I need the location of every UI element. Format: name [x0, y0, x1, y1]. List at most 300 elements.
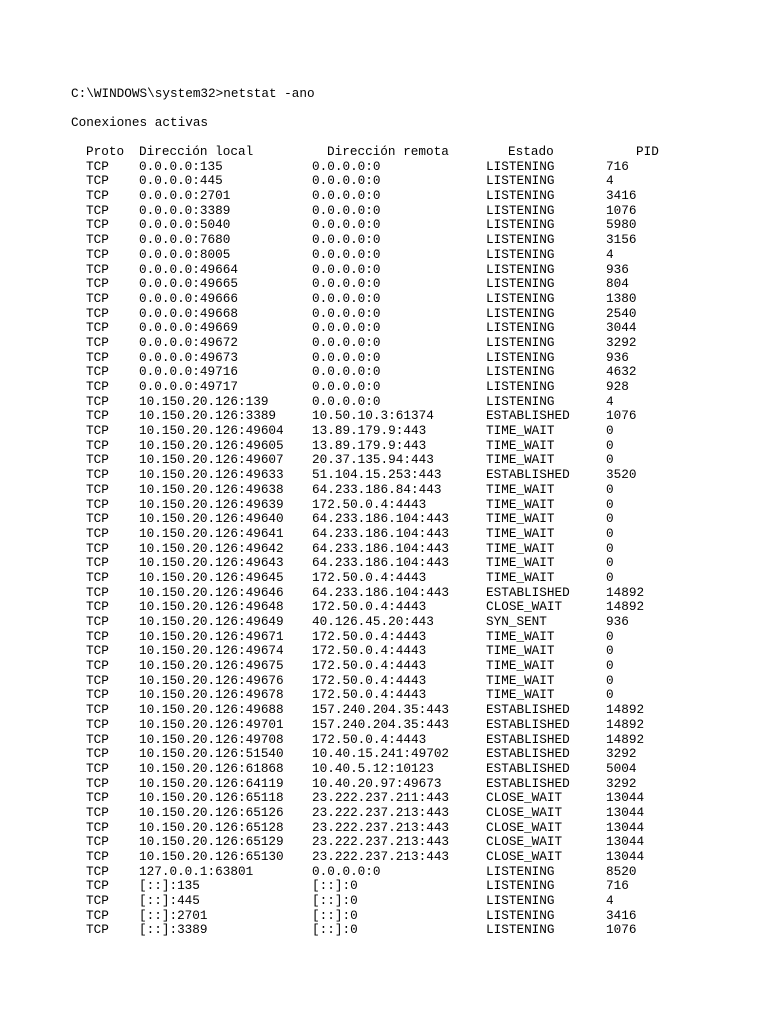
cell-proto: TCP	[86, 452, 109, 468]
table-row	[0, 791, 768, 806]
cell-pid: 14892	[606, 599, 645, 615]
cell-state: TIME_WAIT	[486, 658, 555, 674]
table-row	[0, 292, 768, 307]
cell-remote-address: 0.0.0.0:0	[312, 334, 381, 350]
cell-remote-address: 172.50.0.4:4443	[312, 643, 427, 659]
cell-remote-address: 0.0.0.0:0	[312, 158, 381, 174]
table-row	[0, 336, 768, 351]
cell-pid: 14892	[606, 584, 645, 600]
table-row	[0, 835, 768, 850]
cell-remote-address: [::]:0	[312, 922, 358, 938]
cell-local-address: [::]:445	[139, 893, 200, 909]
cell-proto: TCP	[86, 731, 109, 747]
cell-pid: 3416	[606, 188, 637, 204]
cell-local-address: 10.150.20.126:49649	[139, 614, 284, 629]
cell-remote-address: 0.0.0.0:0	[312, 305, 381, 321]
cell-state: ESTABLISHED	[486, 467, 570, 483]
cell-local-address: 10.150.20.126:3389	[139, 408, 277, 424]
table-row	[0, 307, 768, 322]
table-row	[0, 718, 768, 733]
cell-state: ESTABLISHED	[486, 775, 570, 791]
header-state: Estado	[508, 144, 554, 159]
table-row	[0, 321, 768, 336]
cell-local-address: 0.0.0.0:49666	[139, 290, 238, 306]
table-row	[0, 409, 768, 424]
cell-local-address: 10.150.20.126:49643	[139, 555, 284, 571]
cell-proto: TCP	[86, 246, 109, 262]
cell-state: LISTENING	[486, 334, 555, 350]
cell-pid: 3156	[606, 232, 637, 248]
cell-state: LISTENING	[486, 305, 555, 321]
cell-state: ESTABLISHED	[486, 716, 570, 732]
table-row	[0, 248, 768, 263]
table-row	[0, 160, 768, 175]
cell-state: TIME_WAIT	[486, 496, 555, 512]
cell-state: CLOSE_WAIT	[486, 819, 563, 835]
cell-pid: 1380	[606, 290, 637, 306]
cell-remote-address: 172.50.0.4:4443	[312, 496, 427, 512]
table-row	[0, 468, 768, 483]
table-row	[0, 865, 768, 880]
cell-pid: 3044	[606, 320, 637, 336]
cell-remote-address: 172.50.0.4:4443	[312, 569, 427, 585]
cell-state: LISTENING	[486, 863, 555, 879]
cell-local-address: 10.150.20.126:49708	[139, 731, 284, 747]
cell-pid: 5004	[606, 760, 637, 776]
cell-remote-address: 23.222.237.213:443	[312, 804, 450, 820]
cell-remote-address: 23.222.237.213:443	[312, 834, 450, 850]
cell-proto: TCP	[86, 643, 109, 659]
cell-pid: 3292	[606, 746, 637, 762]
table-row	[0, 204, 768, 219]
header-remote-address: Dirección remota	[327, 144, 449, 159]
cell-remote-address: 0.0.0.0:0	[312, 261, 381, 277]
cell-proto: TCP	[86, 819, 109, 835]
cell-remote-address: 64.233.186.104:443	[312, 584, 450, 600]
cell-local-address: 0.0.0.0:49717	[139, 379, 238, 394]
cell-pid: 0	[606, 452, 614, 468]
cell-proto: TCP	[86, 188, 109, 204]
section-title: Conexiones activas	[71, 115, 209, 130]
cell-pid: 13044	[606, 790, 645, 806]
table-row	[0, 556, 768, 571]
cell-local-address: 10.150.20.126:61868	[139, 760, 284, 776]
cell-local-address: 0.0.0.0:7680	[139, 232, 231, 248]
cell-proto: TCP	[86, 320, 109, 336]
cell-state: TIME_WAIT	[486, 687, 555, 703]
cell-remote-address: 0.0.0.0:0	[312, 364, 381, 380]
cell-pid: 4	[606, 893, 614, 909]
cell-remote-address: 0.0.0.0:0	[312, 863, 381, 879]
connections-table	[0, 145, 768, 938]
cell-pid: 0	[606, 569, 614, 585]
cell-proto: TCP	[86, 614, 109, 629]
table-row	[0, 909, 768, 924]
cell-state: ESTABLISHED	[486, 731, 570, 747]
cell-pid: 4632	[606, 364, 637, 380]
cell-state: LISTENING	[486, 922, 555, 938]
cell-pid: 3292	[606, 334, 637, 350]
cell-state: TIME_WAIT	[486, 628, 555, 644]
cell-remote-address: 64.233.186.104:443	[312, 555, 450, 571]
cell-local-address: 10.150.20.126:49605	[139, 437, 284, 453]
cell-remote-address: 0.0.0.0:0	[312, 202, 381, 218]
table-row	[0, 644, 768, 659]
cell-pid: 13044	[606, 804, 645, 820]
cell-proto: TCP	[86, 525, 109, 541]
cell-proto: TCP	[86, 790, 109, 806]
cell-pid: 0	[606, 496, 614, 512]
cell-proto: TCP	[86, 481, 109, 497]
cell-local-address: 0.0.0.0:49665	[139, 276, 238, 292]
table-row	[0, 483, 768, 498]
cell-local-address: 10.150.20.126:49604	[139, 423, 284, 439]
cell-proto: TCP	[86, 893, 109, 909]
cell-remote-address: 10.40.15.241:49702	[312, 746, 450, 762]
cell-proto: TCP	[86, 922, 109, 938]
cell-local-address: 10.150.20.126:49645	[139, 569, 284, 585]
cell-state: TIME_WAIT	[486, 540, 555, 556]
cell-pid: 5980	[606, 217, 637, 233]
cell-remote-address: 10.40.20.97:49673	[312, 775, 442, 791]
table-row	[0, 380, 768, 395]
cell-state: SYN_SENT	[486, 614, 547, 629]
cell-state: LISTENING	[486, 261, 555, 277]
cell-local-address: 10.150.20.126:65128	[139, 819, 284, 835]
cell-proto: TCP	[86, 804, 109, 820]
cell-state: TIME_WAIT	[486, 569, 555, 585]
cell-proto: TCP	[86, 349, 109, 365]
cell-local-address: 10.150.20.126:49638	[139, 481, 284, 497]
cell-local-address: 10.150.20.126:51540	[139, 746, 284, 762]
cell-proto: TCP	[86, 775, 109, 791]
cell-remote-address: [::]:0	[312, 878, 358, 894]
table-row	[0, 498, 768, 513]
cell-pid: 1076	[606, 922, 637, 938]
cell-remote-address: 172.50.0.4:4443	[312, 672, 427, 688]
cell-local-address: 0.0.0.0:5040	[139, 217, 231, 233]
cell-proto: TCP	[86, 746, 109, 762]
cell-local-address: 0.0.0.0:49716	[139, 364, 238, 380]
cell-state: ESTABLISHED	[486, 760, 570, 776]
cell-proto: TCP	[86, 687, 109, 703]
cell-local-address: 10.150.20.126:64119	[139, 775, 284, 791]
cell-remote-address: 51.104.15.253:443	[312, 467, 442, 483]
cell-remote-address: 23.222.237.213:443	[312, 849, 450, 864]
cell-remote-address: 0.0.0.0:0	[312, 246, 381, 262]
table-row	[0, 777, 768, 792]
cell-state: TIME_WAIT	[486, 452, 555, 468]
cell-state: ESTABLISHED	[486, 408, 570, 424]
cell-proto: TCP	[86, 408, 109, 424]
cell-proto: TCP	[86, 261, 109, 277]
cell-state: CLOSE_WAIT	[486, 849, 563, 864]
cell-local-address: 0.0.0.0:49664	[139, 261, 238, 277]
cell-state: TIME_WAIT	[486, 672, 555, 688]
table-row	[0, 439, 768, 454]
table-row	[0, 821, 768, 836]
cell-state: TIME_WAIT	[486, 437, 555, 453]
cell-pid: 936	[606, 614, 629, 629]
table-row	[0, 659, 768, 674]
cell-remote-address: 0.0.0.0:0	[312, 188, 381, 204]
cell-state: TIME_WAIT	[486, 525, 555, 541]
cell-state: LISTENING	[486, 393, 555, 409]
cell-pid: 13044	[606, 819, 645, 835]
table-row	[0, 879, 768, 894]
table-row	[0, 189, 768, 204]
cell-remote-address: 64.233.186.104:443	[312, 511, 450, 527]
cell-local-address: 10.150.20.126:49674	[139, 643, 284, 659]
cell-pid: 0	[606, 672, 614, 688]
table-row	[0, 233, 768, 248]
cell-remote-address: 0.0.0.0:0	[312, 232, 381, 248]
cell-remote-address: 0.0.0.0:0	[312, 349, 381, 365]
table-row	[0, 571, 768, 586]
cell-local-address: 127.0.0.1:63801	[139, 863, 254, 879]
cell-proto: TCP	[86, 569, 109, 585]
cell-state: TIME_WAIT	[486, 555, 555, 571]
cell-state: TIME_WAIT	[486, 643, 555, 659]
cell-proto: TCP	[86, 202, 109, 218]
table-row	[0, 762, 768, 777]
table-row	[0, 351, 768, 366]
table-header-row	[0, 145, 768, 160]
cell-remote-address: 157.240.204.35:443	[312, 702, 450, 718]
cell-remote-address: 0.0.0.0:0	[312, 173, 381, 189]
cell-pid: 0	[606, 643, 614, 659]
cell-local-address: 0.0.0.0:2701	[139, 188, 231, 204]
cell-remote-address: 0.0.0.0:0	[312, 290, 381, 306]
cell-pid: 0	[606, 628, 614, 644]
cell-state: LISTENING	[486, 173, 555, 189]
table-row	[0, 850, 768, 865]
cell-state: LISTENING	[486, 217, 555, 233]
cell-proto: TCP	[86, 834, 109, 850]
cell-state: LISTENING	[486, 188, 555, 204]
cell-pid: 0	[606, 540, 614, 556]
cell-proto: TCP	[86, 555, 109, 571]
cell-state: CLOSE_WAIT	[486, 834, 563, 850]
table-row	[0, 512, 768, 527]
cell-remote-address: 0.0.0.0:0	[312, 217, 381, 233]
cell-state: LISTENING	[486, 364, 555, 380]
cell-remote-address: [::]:0	[312, 907, 358, 923]
cell-proto: TCP	[86, 599, 109, 615]
cell-pid: 0	[606, 525, 614, 541]
cell-local-address: 10.150.20.126:49675	[139, 658, 284, 674]
cell-proto: TCP	[86, 540, 109, 556]
cell-remote-address: 172.50.0.4:4443	[312, 658, 427, 674]
cell-pid: 8520	[606, 863, 637, 879]
table-row	[0, 277, 768, 292]
cell-remote-address: 172.50.0.4:4443	[312, 628, 427, 644]
cell-local-address: 10.150.20.126:49639	[139, 496, 284, 512]
cell-local-address: 0.0.0.0:49668	[139, 305, 238, 321]
table-row	[0, 586, 768, 601]
cell-pid: 0	[606, 423, 614, 439]
cell-local-address: 0.0.0.0:135	[139, 158, 223, 174]
cell-proto: TCP	[86, 511, 109, 527]
cell-state: TIME_WAIT	[486, 511, 555, 527]
table-row	[0, 703, 768, 718]
cell-state: TIME_WAIT	[486, 481, 555, 497]
table-row	[0, 174, 768, 189]
cell-pid: 928	[606, 379, 629, 394]
cell-local-address: 0.0.0.0:49669	[139, 320, 238, 336]
cell-proto: TCP	[86, 158, 109, 174]
cell-local-address: 10.150.20.126:49676	[139, 672, 284, 688]
cell-local-address: 10.150.20.126:49648	[139, 599, 284, 615]
cell-remote-address: 23.222.237.213:443	[312, 819, 450, 835]
cell-pid: 936	[606, 349, 629, 365]
cell-pid: 0	[606, 511, 614, 527]
cell-proto: TCP	[86, 217, 109, 233]
cell-local-address: 0.0.0.0:3389	[139, 202, 231, 218]
cell-local-address: [::]:135	[139, 878, 200, 894]
cell-local-address: 10.150.20.126:65126	[139, 804, 284, 820]
cell-pid: 13044	[606, 834, 645, 850]
cell-remote-address: 64.233.186.104:443	[312, 525, 450, 541]
cell-proto: TCP	[86, 290, 109, 306]
cell-local-address: 0.0.0.0:49673	[139, 349, 238, 365]
cell-proto: TCP	[86, 849, 109, 864]
cell-pid: 4	[606, 393, 614, 409]
cell-local-address: 10.150.20.126:49646	[139, 584, 284, 600]
table-row	[0, 674, 768, 689]
cell-state: CLOSE_WAIT	[486, 599, 563, 615]
cell-state: TIME_WAIT	[486, 423, 555, 439]
cell-state: ESTABLISHED	[486, 746, 570, 762]
cell-local-address: 10.150.20.126:49701	[139, 716, 284, 732]
cell-local-address: 0.0.0.0:445	[139, 173, 223, 189]
header-pid: PID	[636, 144, 659, 159]
table-row	[0, 894, 768, 909]
cell-state: LISTENING	[486, 379, 555, 394]
cell-remote-address: 0.0.0.0:0	[312, 393, 381, 409]
cell-local-address: 10.150.20.126:49640	[139, 511, 284, 527]
cell-proto: TCP	[86, 393, 109, 409]
cell-proto: TCP	[86, 863, 109, 879]
cell-local-address: [::]:3389	[139, 922, 208, 938]
cell-state: LISTENING	[486, 893, 555, 909]
cell-remote-address: 20.37.135.94:443	[312, 452, 434, 468]
cell-state: LISTENING	[486, 246, 555, 262]
table-row	[0, 542, 768, 557]
cell-remote-address: 13.89.179.9:443	[312, 423, 427, 439]
cell-pid: 936	[606, 261, 629, 277]
cell-proto: TCP	[86, 379, 109, 394]
cell-local-address: 10.150.20.126:49641	[139, 525, 284, 541]
cell-remote-address: 40.126.45.20:443	[312, 614, 434, 629]
cell-state: CLOSE_WAIT	[486, 790, 563, 806]
cell-proto: TCP	[86, 907, 109, 923]
cell-remote-address: 172.50.0.4:4443	[312, 599, 427, 615]
cell-proto: TCP	[86, 658, 109, 674]
cell-local-address: 0.0.0.0:49672	[139, 334, 238, 350]
cell-remote-address: 172.50.0.4:4443	[312, 687, 427, 703]
cell-state: LISTENING	[486, 320, 555, 336]
cell-proto: TCP	[86, 628, 109, 644]
cell-pid: 14892	[606, 731, 645, 747]
cell-state: LISTENING	[486, 349, 555, 365]
cell-remote-address: 10.40.5.12:10123	[312, 760, 434, 776]
table-row	[0, 527, 768, 542]
cell-pid: 3416	[606, 907, 637, 923]
cell-proto: TCP	[86, 672, 109, 688]
cell-remote-address: 13.89.179.9:443	[312, 437, 427, 453]
command-line: C:\WINDOWS\system32>netstat -ano	[71, 86, 315, 101]
cell-proto: TCP	[86, 467, 109, 483]
table-row	[0, 424, 768, 439]
cell-state: LISTENING	[486, 878, 555, 894]
cell-local-address: 0.0.0.0:8005	[139, 246, 231, 262]
cell-pid: 0	[606, 658, 614, 674]
table-row	[0, 218, 768, 233]
cell-proto: TCP	[86, 760, 109, 776]
cell-pid: 2540	[606, 305, 637, 321]
cell-local-address: 10.150.20.126:49671	[139, 628, 284, 644]
cell-pid: 716	[606, 878, 629, 894]
cell-state: LISTENING	[486, 290, 555, 306]
table-row	[0, 733, 768, 748]
table-row	[0, 630, 768, 645]
cell-pid: 0	[606, 481, 614, 497]
cell-remote-address: 172.50.0.4:4443	[312, 731, 427, 747]
cell-remote-address: 64.233.186.104:443	[312, 540, 450, 556]
cell-pid: 3292	[606, 775, 637, 791]
cell-proto: TCP	[86, 423, 109, 439]
cell-pid: 1076	[606, 202, 637, 218]
cell-proto: TCP	[86, 276, 109, 292]
cell-local-address: 10.150.20.126:49633	[139, 467, 284, 483]
table-row	[0, 365, 768, 380]
table-row	[0, 615, 768, 630]
cell-state: ESTABLISHED	[486, 584, 570, 600]
cell-state: ESTABLISHED	[486, 702, 570, 718]
cell-local-address: 10.150.20.126:49688	[139, 702, 284, 718]
cell-local-address: 10.150.20.126:65129	[139, 834, 284, 850]
cell-pid: 716	[606, 158, 629, 174]
table-row	[0, 600, 768, 615]
cell-pid: 0	[606, 555, 614, 571]
cell-local-address: 10.150.20.126:139	[139, 393, 269, 409]
cell-proto: TCP	[86, 878, 109, 894]
table-row	[0, 263, 768, 278]
cell-proto: TCP	[86, 437, 109, 453]
cell-local-address: 10.150.20.126:65130	[139, 849, 284, 864]
cell-proto: TCP	[86, 334, 109, 350]
table-row	[0, 806, 768, 821]
cell-pid: 14892	[606, 716, 645, 732]
cell-state: LISTENING	[486, 158, 555, 174]
cell-pid: 804	[606, 276, 629, 292]
cell-proto: TCP	[86, 232, 109, 248]
header-local-address: Dirección local	[139, 144, 254, 159]
cell-state: LISTENING	[486, 232, 555, 248]
cell-proto: TCP	[86, 173, 109, 189]
cell-remote-address: 0.0.0.0:0	[312, 320, 381, 336]
cell-pid: 1076	[606, 408, 637, 424]
cell-pid: 0	[606, 687, 614, 703]
header-proto: Proto	[86, 144, 125, 159]
cell-proto: TCP	[86, 364, 109, 380]
cell-state: LISTENING	[486, 907, 555, 923]
cell-pid: 3520	[606, 467, 637, 483]
cell-local-address: 10.150.20.126:49642	[139, 540, 284, 556]
table-row	[0, 923, 768, 938]
cell-state: CLOSE_WAIT	[486, 804, 563, 820]
